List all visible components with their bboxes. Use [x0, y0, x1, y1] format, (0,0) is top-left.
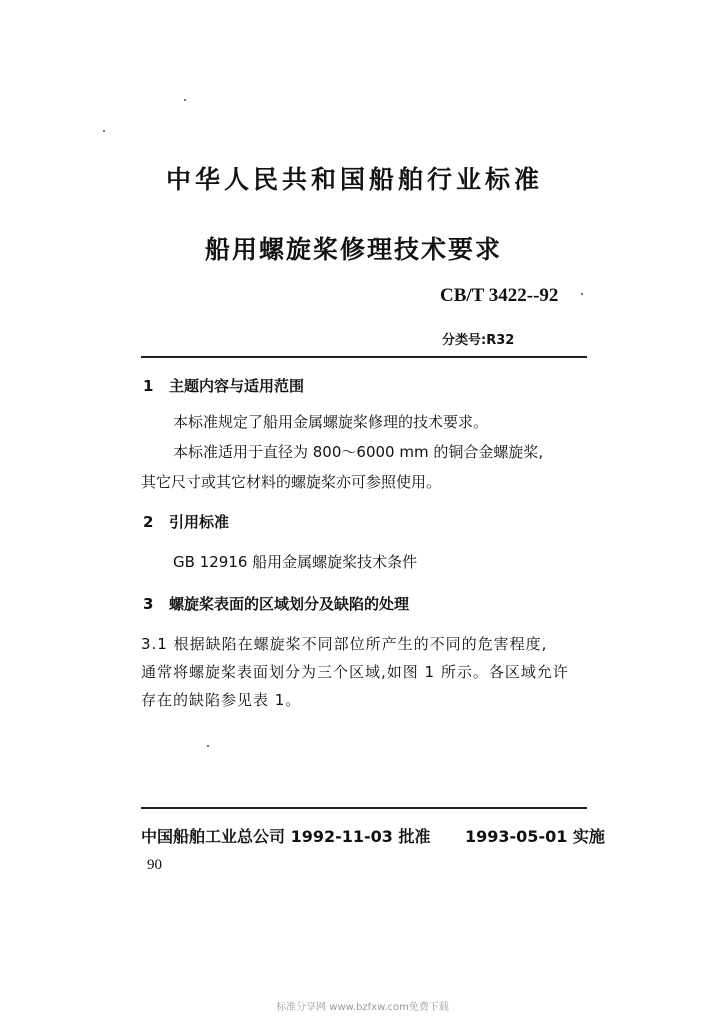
- scan-speck: [581, 293, 583, 295]
- section-number: 1: [143, 377, 154, 395]
- scan-speck: [184, 99, 186, 101]
- approval-info: 中国船舶工业总公司 1992-11-03 批准: [141, 827, 431, 846]
- paragraph-line: 3.1 根据缺陷在螺旋桨不同部位所产生的不同的危害程度,: [141, 635, 548, 653]
- section-2-heading: [143, 511, 229, 532]
- paragraph-line: 存在的缺陷参见表 1。: [141, 691, 302, 709]
- paragraph-line: 通常将螺旋桨表面划分为三个区域,如图 1 所示。各区域允许: [141, 663, 569, 681]
- section-title: 主题内容与适用范围: [169, 377, 305, 395]
- section-1-heading: [143, 375, 304, 396]
- classification-code: 分类号:R32: [442, 333, 515, 348]
- scan-speck: [103, 130, 105, 132]
- implementation-date: 1993-05-01 实施: [465, 827, 605, 846]
- section-number: 3: [143, 595, 154, 613]
- paragraph-line: 其它尺寸或其它材料的螺旋桨亦可参照使用。: [141, 473, 442, 491]
- paragraph-line: 本标准适用于直径为 800～6000 mm 的铜合金螺旋桨,: [173, 443, 544, 461]
- industry-standard-title: 中华人民共和国船舶行业标准: [166, 165, 544, 194]
- page-number: 90: [147, 857, 162, 873]
- watermark-text: 标准分享网 www.bzfxw.com免费下载: [276, 1002, 449, 1013]
- standard-number: CB/T 3422--92: [440, 285, 559, 306]
- top-divider: [141, 356, 587, 358]
- section-3-heading: [143, 593, 409, 614]
- bottom-divider: [141, 807, 587, 809]
- scan-speck: [207, 745, 209, 747]
- section-title: 螺旋桨表面的区域划分及缺陷的处理: [169, 595, 410, 613]
- referenced-standard: GB 12916 船用金属螺旋桨技术条件: [173, 553, 418, 571]
- section-number: 2: [143, 513, 154, 531]
- document-title: 船用螺旋桨修理技术要求: [205, 235, 503, 264]
- paragraph-line: 本标准规定了船用金属螺旋桨修理的技术要求。: [173, 413, 489, 431]
- section-title: 引用标准: [169, 513, 230, 531]
